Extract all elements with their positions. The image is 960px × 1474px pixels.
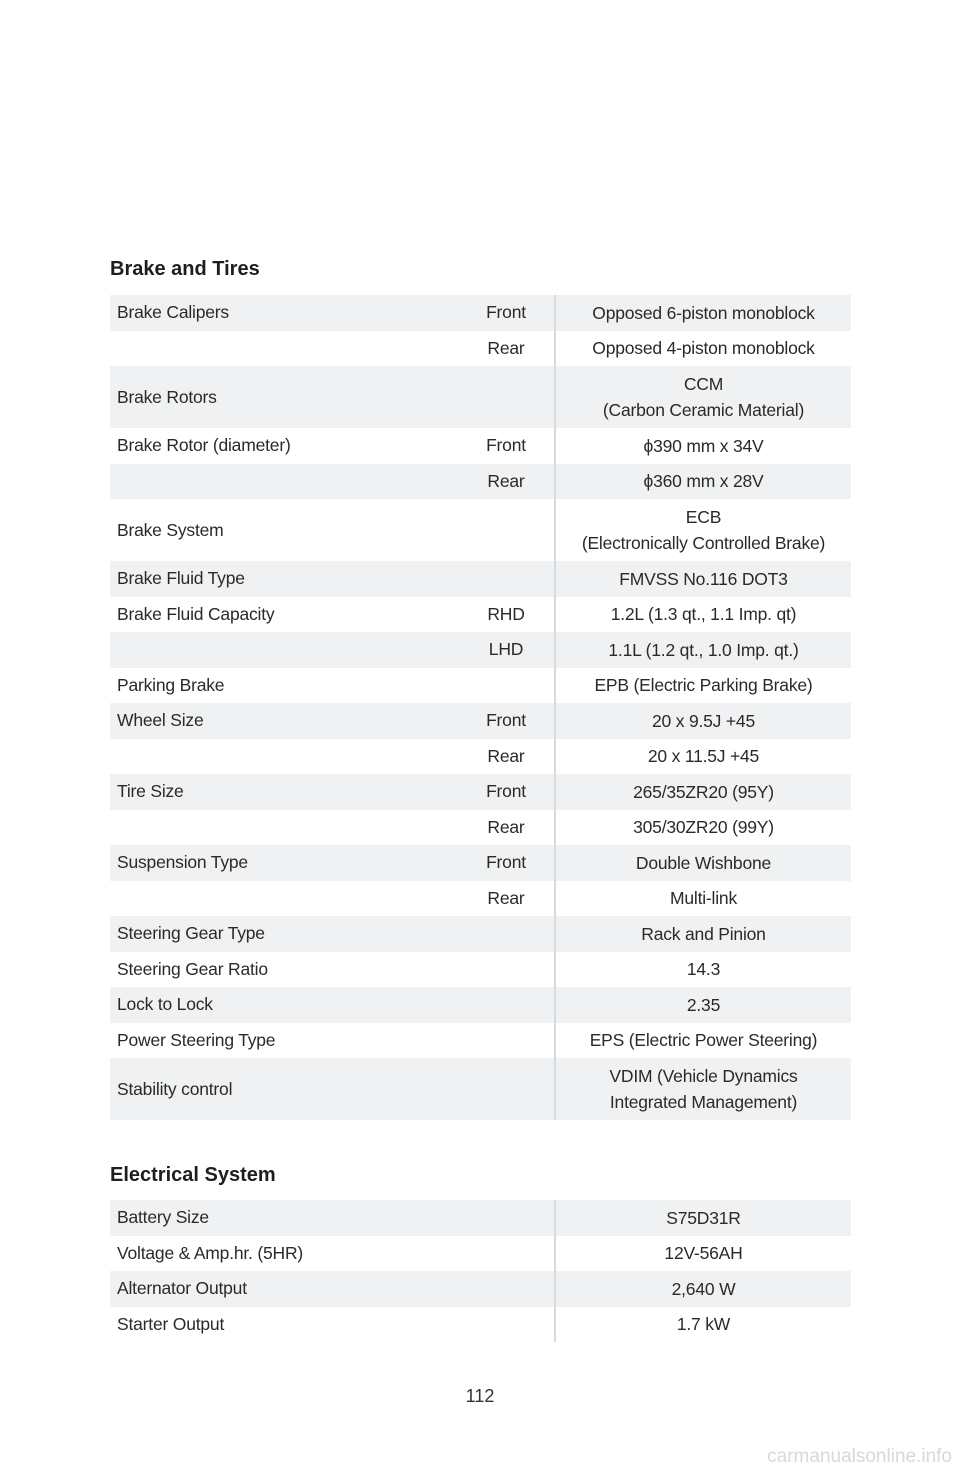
row-value-line: EPB (Electric Parking Brake) (594, 675, 813, 696)
row-value-line-2: Integrated Management) (609, 1092, 798, 1112)
table-row (110, 987, 851, 1023)
row-label: Brake System (117, 519, 224, 540)
row-sublabel: Front (486, 302, 526, 323)
row-sublabel: Front (486, 852, 526, 873)
row-sublabel: LHD (488, 639, 524, 660)
table-row (110, 1058, 851, 1120)
row-label: Steering Gear Type (117, 923, 265, 944)
row-value-line: 20 x 11.5J +45 (647, 746, 760, 767)
row-value-line: 1.1L (1.2 qt., 1.0 Imp. qt.) (608, 639, 799, 660)
row-label: Parking Brake (117, 674, 225, 695)
row-label: Brake Fluid Capacity (117, 603, 275, 624)
row-label: Starter Output (117, 1313, 225, 1334)
table-row (110, 810, 851, 846)
table-row (110, 428, 851, 464)
table-row (110, 845, 851, 881)
row-value-line: Rack and Pinion (641, 923, 766, 944)
row-value-line: ϕ390 mm x 34V (643, 435, 764, 456)
row-value-line: 20 x 9.5J +45 (652, 710, 755, 731)
row-label: Brake Calipers (117, 302, 229, 323)
row-value (554, 1236, 851, 1272)
section-title-electrical: Electrical System (110, 1164, 276, 1186)
row-value (554, 774, 851, 810)
row-value-line: S75D31R (666, 1207, 741, 1228)
electrical-spec-table (110, 1200, 851, 1342)
row-value-line: 2,640 W (671, 1278, 736, 1299)
row-value (554, 810, 851, 846)
table-row (110, 331, 851, 367)
row-value-line: EPS (Electric Power Steering) (589, 1030, 818, 1051)
row-value (554, 952, 851, 988)
table-row (110, 366, 851, 428)
row-value (554, 366, 851, 428)
row-value (554, 1271, 851, 1307)
row-value-line: Opposed 6-piston monoblock (592, 302, 815, 323)
row-value-line: 1.2L (1.3 qt., 1.1 Imp. qt) (610, 604, 797, 625)
row-sublabel: Rear (487, 337, 525, 358)
table-row (110, 916, 851, 952)
row-label: Brake Rotor (diameter) (117, 435, 291, 456)
row-value (554, 632, 851, 668)
row-value-line: ECB (685, 506, 722, 527)
row-value (554, 703, 851, 739)
row-value (554, 1307, 851, 1343)
row-label: Steering Gear Ratio (117, 958, 268, 979)
row-value-line: 305/30ZR20 (99Y) (633, 817, 774, 838)
row-value (554, 1058, 851, 1120)
section-title-brakes: Brake and Tires (110, 258, 260, 280)
page-number: 112 (465, 1386, 495, 1406)
row-label: Battery Size (117, 1207, 209, 1228)
row-sublabel: Front (486, 710, 526, 731)
row-value (554, 845, 851, 881)
row-label: Brake Rotors (117, 386, 217, 407)
table-row (110, 561, 851, 597)
row-label: Suspension Type (117, 852, 248, 873)
row-value (554, 499, 851, 561)
table-row (110, 597, 851, 633)
table-row (110, 703, 851, 739)
table-row (110, 1023, 851, 1059)
row-sublabel: Rear (487, 745, 525, 766)
row-label: Voltage & Amp.hr. (5HR) (117, 1242, 304, 1263)
row-value (554, 1023, 851, 1059)
row-label: Tire Size (117, 781, 184, 802)
table-row (110, 668, 851, 704)
row-value-line: 2.35 (686, 994, 721, 1015)
row-value-line: 265/35ZR20 (95Y) (633, 781, 774, 802)
row-value (554, 331, 851, 367)
table-row (110, 1271, 851, 1307)
row-value (554, 561, 851, 597)
row-label: Stability control (117, 1078, 233, 1099)
row-sublabel: Front (486, 435, 526, 456)
table-row (110, 632, 851, 668)
row-label: Power Steering Type (117, 1029, 276, 1050)
row-value-line: Opposed 4-piston monoblock (592, 338, 815, 359)
row-sublabel: Front (486, 781, 526, 802)
row-value (554, 739, 851, 775)
row-value (554, 597, 851, 633)
table-row (110, 464, 851, 500)
row-value-line: 14.3 (686, 959, 721, 980)
table-row (110, 881, 851, 917)
row-label: Brake Fluid Type (117, 568, 245, 589)
brakes-spec-table (110, 295, 851, 1120)
row-label: Alternator Output (117, 1278, 247, 1299)
row-label: Wheel Size (117, 710, 204, 731)
row-value (554, 987, 851, 1023)
row-value (554, 668, 851, 704)
row-value (554, 1200, 851, 1236)
row-label: Lock to Lock (117, 994, 213, 1015)
row-value-line-2: (Carbon Ceramic Material) (602, 400, 805, 420)
row-value-line: ϕ360 mm x 28V (643, 471, 764, 492)
table-row (110, 774, 851, 810)
watermark: carmanualsonline.info (767, 1446, 952, 1467)
row-value-line: Double Wishbone (635, 852, 772, 873)
table-row (110, 499, 851, 561)
table-row (110, 1200, 851, 1236)
table-row (110, 739, 851, 775)
table-row (110, 1236, 851, 1272)
row-sublabel: Rear (487, 470, 525, 491)
row-value-line-2: (Electronically Controlled Brake) (581, 533, 826, 553)
row-value-line: Multi-link (669, 888, 738, 909)
row-value-line: 12V-56AH (664, 1243, 743, 1264)
row-value (554, 428, 851, 464)
row-value (554, 916, 851, 952)
row-sublabel: Rear (487, 816, 525, 837)
row-sublabel: RHD (487, 603, 525, 624)
row-sublabel: Rear (487, 887, 525, 908)
row-value (554, 881, 851, 917)
table-row (110, 1307, 851, 1343)
row-value (554, 464, 851, 500)
row-value-line: 1.7 kW (676, 1314, 731, 1335)
row-value (554, 295, 851, 331)
row-value-line: FMVSS No.116 DOT3 (619, 568, 788, 589)
row-value-line: CCM (683, 373, 724, 394)
row-value-line: VDIM (Vehicle Dynamics (609, 1065, 798, 1086)
table-row (110, 952, 851, 988)
table-row (110, 295, 851, 331)
